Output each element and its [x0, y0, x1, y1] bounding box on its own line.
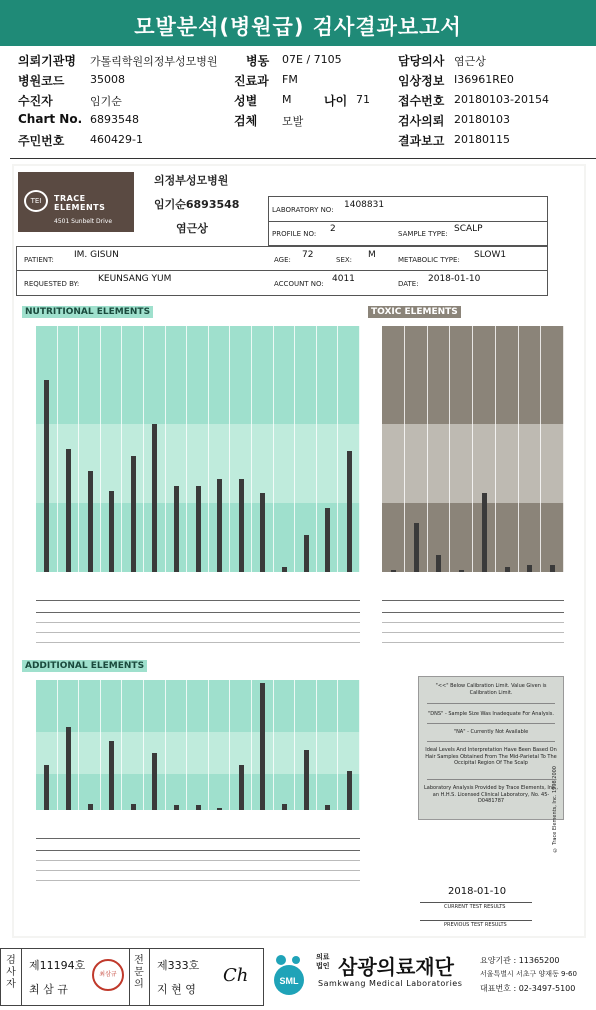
bar-mn	[217, 479, 222, 572]
age-field-label: AGE:	[274, 256, 291, 264]
lab-box-divider	[268, 221, 548, 222]
metabolic-value: SLOW1	[474, 250, 507, 260]
sml-logo-icon	[268, 952, 310, 996]
copyright: © Trace Elements, Inc. 1998,2000	[552, 766, 558, 853]
nutritional-title: NUTRITIONAL ELEMENTS	[22, 306, 153, 318]
column-divider	[78, 326, 79, 612]
info-divider	[10, 158, 596, 159]
chart-no-label: Chart No.	[18, 112, 83, 126]
column-divider	[273, 680, 274, 850]
bar-p	[174, 486, 179, 572]
specialist-name: 지 현 영	[157, 983, 196, 996]
age-label: 나이	[324, 94, 348, 108]
bar-zr	[347, 771, 352, 810]
column-divider	[449, 326, 450, 612]
bar-na	[88, 471, 93, 572]
corp-prefix: 의료법인	[316, 953, 330, 970]
doctor-value: 염근상	[454, 55, 486, 68]
bar-se	[260, 493, 265, 572]
hair-analysis-sheet	[14, 166, 584, 936]
empty-row-line	[36, 860, 360, 861]
logo-mark-icon: TEI	[24, 190, 48, 212]
column-divider	[186, 326, 187, 612]
current-results-label: CURRENT TEST RESULTS	[444, 904, 506, 910]
results-row-line	[382, 612, 564, 613]
sample-value: SCALP	[454, 224, 483, 234]
note-below-calibration: "<<" Below Calibration Limit. Value Given is Calibration Limit.	[435, 683, 547, 696]
column-divider	[359, 326, 360, 612]
results-row-line	[382, 600, 564, 601]
column-divider	[472, 326, 473, 612]
sample-label: SAMPLE TYPE:	[398, 230, 448, 238]
date-label: DATE:	[398, 280, 419, 288]
bar-u	[414, 523, 419, 572]
bar-fe	[196, 486, 201, 572]
bar-mg	[66, 449, 71, 572]
empty-row-line	[36, 642, 360, 643]
profile-label: PROFILE NO:	[272, 230, 317, 238]
bar-ti	[304, 750, 309, 810]
previous-results-label: PREVIOUS TEST RESULTS	[444, 922, 507, 928]
tester-license: 제11194호	[29, 959, 86, 972]
note-divider	[427, 779, 555, 780]
bar-ge	[44, 765, 49, 811]
reference-band	[36, 732, 360, 774]
rrn-label: 주민번호	[18, 134, 65, 148]
lab-no-value: 1408831	[344, 200, 385, 210]
column-divider	[57, 326, 58, 612]
empty-row-line	[382, 642, 564, 643]
bar-ba	[66, 727, 71, 810]
patient-box-divider	[16, 270, 548, 271]
column-divider	[143, 326, 144, 612]
footer-divider	[21, 949, 22, 1005]
results-row-line	[36, 850, 360, 851]
column-divider	[78, 680, 79, 850]
column-divider	[404, 326, 405, 612]
column-divider	[316, 326, 317, 612]
req-date-value: 20180103	[454, 113, 510, 126]
account-value: 4011	[332, 274, 355, 284]
institution-value: 가톨릭학원의정부성모병원	[90, 55, 218, 68]
empty-row-line	[36, 880, 360, 881]
patient-field-value: IM. GISUN	[74, 250, 119, 260]
bar-bi	[88, 804, 93, 811]
bar-co	[304, 535, 309, 572]
chart-no-value: 6893548	[90, 113, 139, 126]
report-header	[0, 0, 596, 46]
bar-be	[459, 570, 464, 572]
signature-date: 2018-01-10	[448, 886, 507, 897]
profile-value: 2	[330, 224, 336, 234]
specialist-vertical-label: 전문의	[134, 955, 144, 990]
handwritten-doctor: 염근상	[176, 222, 208, 235]
specialist-license: 제333호	[157, 959, 200, 972]
column-divider	[251, 326, 252, 612]
column-divider	[427, 326, 428, 612]
bar-w	[325, 805, 330, 810]
column-divider	[337, 326, 338, 612]
column-divider	[143, 680, 144, 850]
bar-li	[131, 804, 136, 811]
bar-pb	[527, 565, 532, 572]
receipt-value: 20180103-20154	[454, 93, 549, 106]
trace-elements-logo	[18, 172, 134, 232]
signature: Ch	[223, 965, 249, 986]
bar-k	[109, 491, 114, 572]
license-number: 요양기관 : 11365200	[480, 956, 560, 965]
results-row-line	[36, 600, 360, 601]
column-divider	[57, 680, 58, 850]
bar-sb	[391, 570, 396, 572]
toxic-title: TOXIC ELEMENTS	[368, 306, 461, 318]
bar-hg	[482, 493, 487, 572]
signatory-box	[0, 948, 264, 1006]
note-ideal-levels: Ideal Levels And Interpretation Have Been Based On Hair Samples Obtained From The Mid-Parietal To The Occipital Region Of The Scalp	[425, 747, 557, 766]
rrn-value: 460429-1	[90, 133, 143, 146]
specimen-value: 모발	[282, 115, 304, 128]
bar-mo	[325, 508, 330, 572]
column-divider	[100, 680, 101, 850]
column-divider	[208, 680, 209, 850]
bar-ni	[152, 753, 157, 810]
note-divider	[427, 741, 555, 742]
column-divider	[229, 326, 230, 612]
hospital-code-label: 병원코드	[18, 74, 65, 88]
logo-address: 4501 Sunbelt Drive	[54, 218, 113, 225]
column-divider	[273, 326, 274, 612]
current-results-line	[420, 902, 532, 903]
corp-english: Samkwang Medical Laboratories	[318, 979, 463, 988]
handwritten-patient: 임기순6893548	[154, 198, 240, 211]
bar-sn	[282, 804, 287, 811]
nutritional-chart	[22, 318, 360, 610]
note-divider	[427, 703, 555, 704]
empty-row-line	[382, 622, 564, 623]
bar-b	[282, 567, 287, 572]
bar-i	[217, 808, 222, 810]
column-divider	[251, 680, 252, 850]
empty-row-line	[36, 632, 360, 633]
note-na: "NA" - Currently Not Available	[453, 729, 529, 735]
logo-brand: TRACE ELEMENTS	[54, 194, 106, 212]
note-dns: "DNS" - Sample Size Was Inadequate For Analysis.	[427, 711, 554, 717]
corp-name: 삼광의료재단	[338, 955, 454, 979]
bar-cr	[239, 479, 244, 572]
bar-as	[436, 555, 441, 572]
column-divider	[294, 326, 295, 612]
report-date-label: 결과보고	[398, 134, 445, 148]
age-field-value: 72	[302, 250, 314, 260]
doctor-label: 담당의사	[398, 54, 445, 68]
column-divider	[518, 326, 519, 612]
column-divider	[208, 326, 209, 612]
results-row-line	[36, 612, 360, 613]
bar-cd	[505, 567, 510, 572]
previous-results-line	[420, 920, 532, 921]
results-row-line	[36, 838, 360, 839]
ward-label: 병동	[246, 54, 270, 68]
column-divider	[229, 680, 230, 850]
column-divider	[337, 680, 338, 850]
tester-name: 최 삼 규	[29, 983, 68, 996]
column-divider	[294, 680, 295, 850]
patient-info	[0, 48, 596, 156]
footer-divider	[149, 949, 150, 1005]
notes-panel	[418, 676, 564, 820]
dept-label: 진료과	[234, 74, 269, 88]
note-lab: Laboratory Analysis Provided by Trace Elements, Inc., an H.H.S. Licensed Clinical Laboratory, No. 45-D0481787	[424, 785, 558, 804]
bar-rb	[109, 741, 114, 810]
column-divider	[165, 326, 166, 612]
metabolic-label: METABOLIC TYPE:	[398, 256, 460, 264]
column-divider	[121, 326, 122, 612]
corp-phone: 대표번호 : 02-3497-5100	[480, 984, 576, 993]
report-title: 모발분석(병원급) 검사결과보고서	[134, 15, 462, 39]
receipt-label: 접수번호	[398, 94, 445, 108]
column-divider	[316, 680, 317, 850]
column-divider	[495, 326, 496, 612]
additional-chart	[22, 672, 360, 900]
date-value: 2018-01-10	[428, 274, 481, 284]
corp-address: 서울특별시 서초구 양재동 9-60	[480, 970, 577, 978]
column-divider	[359, 680, 360, 850]
empty-row-line	[36, 870, 360, 871]
patient-field-label: PATIENT:	[24, 256, 54, 264]
bar-pt	[174, 805, 179, 810]
column-divider	[121, 680, 122, 850]
patient-label: 수진자	[18, 94, 53, 108]
requested-label: REQUESTED BY:	[24, 280, 80, 288]
sex-label: 성별	[234, 94, 258, 108]
sex-value: M	[282, 93, 292, 106]
toxic-chart	[368, 318, 564, 610]
bar-ca	[44, 380, 49, 572]
tester-vertical-label: 검사자	[6, 955, 16, 990]
account-label: ACCOUNT NO:	[274, 280, 324, 288]
reference-band	[382, 424, 564, 503]
note-divider	[427, 723, 555, 724]
empty-row-line	[382, 632, 564, 633]
sex-field-label: SEX:	[336, 256, 353, 264]
req-date-label: 검사의뢰	[398, 114, 445, 128]
column-divider	[186, 680, 187, 850]
specimen-label: 검체	[234, 114, 258, 128]
patient-value: 임기순	[90, 95, 122, 108]
age-value: 71	[356, 93, 370, 106]
sex-field-value: M	[368, 250, 376, 260]
requested-value: KEUNSANG YUM	[98, 274, 172, 284]
report-date-value: 20180115	[454, 133, 510, 146]
column-divider	[563, 326, 564, 612]
bar-tl	[196, 805, 201, 810]
sml-logo-text: SML	[279, 976, 299, 986]
bar-zn	[152, 424, 157, 572]
footer-divider	[129, 949, 130, 1005]
bar-v	[239, 765, 244, 811]
bar-s	[347, 451, 352, 572]
lab-no-label: LABORATORY NO:	[272, 206, 334, 214]
handwritten-hospital: 의정부성모병원	[154, 174, 229, 187]
clinical-value: I36961RE0	[454, 73, 514, 86]
bar-sr	[260, 683, 265, 810]
bar-cu	[131, 456, 136, 572]
hospital-code-value: 35008	[90, 73, 125, 86]
column-divider	[100, 326, 101, 612]
column-divider	[165, 680, 166, 850]
column-divider	[540, 326, 541, 612]
additional-title: ADDITIONAL ELEMENTS	[22, 660, 147, 672]
clinical-label: 임상정보	[398, 74, 445, 88]
institution-label: 의뢰기관명	[18, 54, 76, 68]
ward-value: 07E / 7105	[282, 53, 342, 66]
seal-stamp: 최삼규	[92, 959, 124, 991]
bar-al	[550, 565, 555, 572]
empty-row-line	[36, 622, 360, 623]
dept-value: FM	[282, 73, 298, 86]
